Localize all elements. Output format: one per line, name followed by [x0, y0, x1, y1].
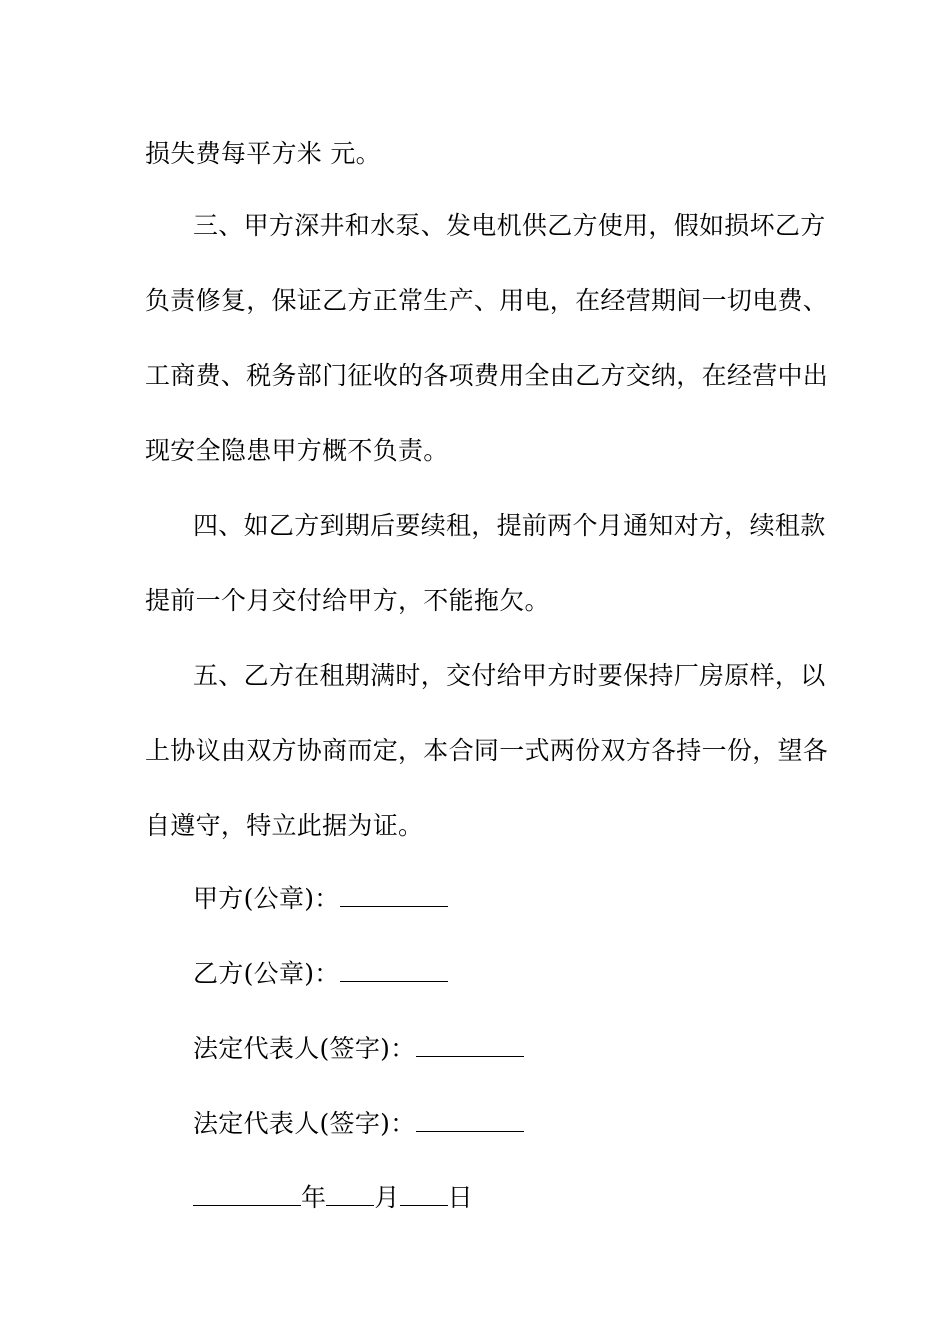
month-blank	[326, 1183, 374, 1206]
signature-blank	[340, 884, 448, 907]
paragraph-line: 上协议由双方协商而定，本合同一式两份双方各持一份，望各	[145, 736, 829, 765]
signature-party-a	[193, 884, 863, 914]
signature-rep-2	[193, 1109, 863, 1139]
signature-blank	[416, 1109, 524, 1132]
signature-label: 法定代表人(签字)：	[193, 1034, 416, 1063]
paragraph-line: 四、如乙方到期后要续租，提前两个月通知对方，续租款	[193, 511, 826, 540]
signature-party-b	[193, 959, 863, 989]
paragraph-line: 现安全隐患甲方概不负责。	[145, 436, 449, 465]
paragraph-line: 五、乙方在租期满时，交付给甲方时要保持厂房原样，以	[193, 661, 826, 690]
signature-blank	[340, 959, 448, 982]
signature-rep-1	[193, 1034, 863, 1064]
signature-blank	[416, 1034, 524, 1057]
year-label: 年	[301, 1183, 327, 1212]
month-label: 月	[374, 1183, 400, 1212]
signature-label: 法定代表人(签字)：	[193, 1109, 416, 1138]
day-blank	[400, 1183, 448, 1206]
date-line	[193, 1183, 863, 1213]
year-blank	[193, 1183, 301, 1206]
paragraph-line: 损失费每平方米 元。	[145, 139, 381, 168]
day-label: 日	[447, 1183, 473, 1212]
paragraph-line: 提前一个月交付给甲方，不能拖欠。	[145, 586, 550, 615]
paragraph-line: 负责修复，保证乙方正常生产、用电，在经营期间一切电费、	[145, 286, 829, 315]
signature-label: 甲方(公章)：	[193, 884, 340, 913]
signature-label: 乙方(公章)：	[193, 959, 340, 988]
paragraph-line: 三、甲方深井和水泵、发电机供乙方使用，假如损坏乙方	[193, 211, 826, 240]
paragraph-line: 自遵守，特立此据为证。	[145, 811, 424, 840]
paragraph-line: 工商费、税务部门征收的各项费用全由乙方交纳，在经营中出	[145, 361, 829, 390]
